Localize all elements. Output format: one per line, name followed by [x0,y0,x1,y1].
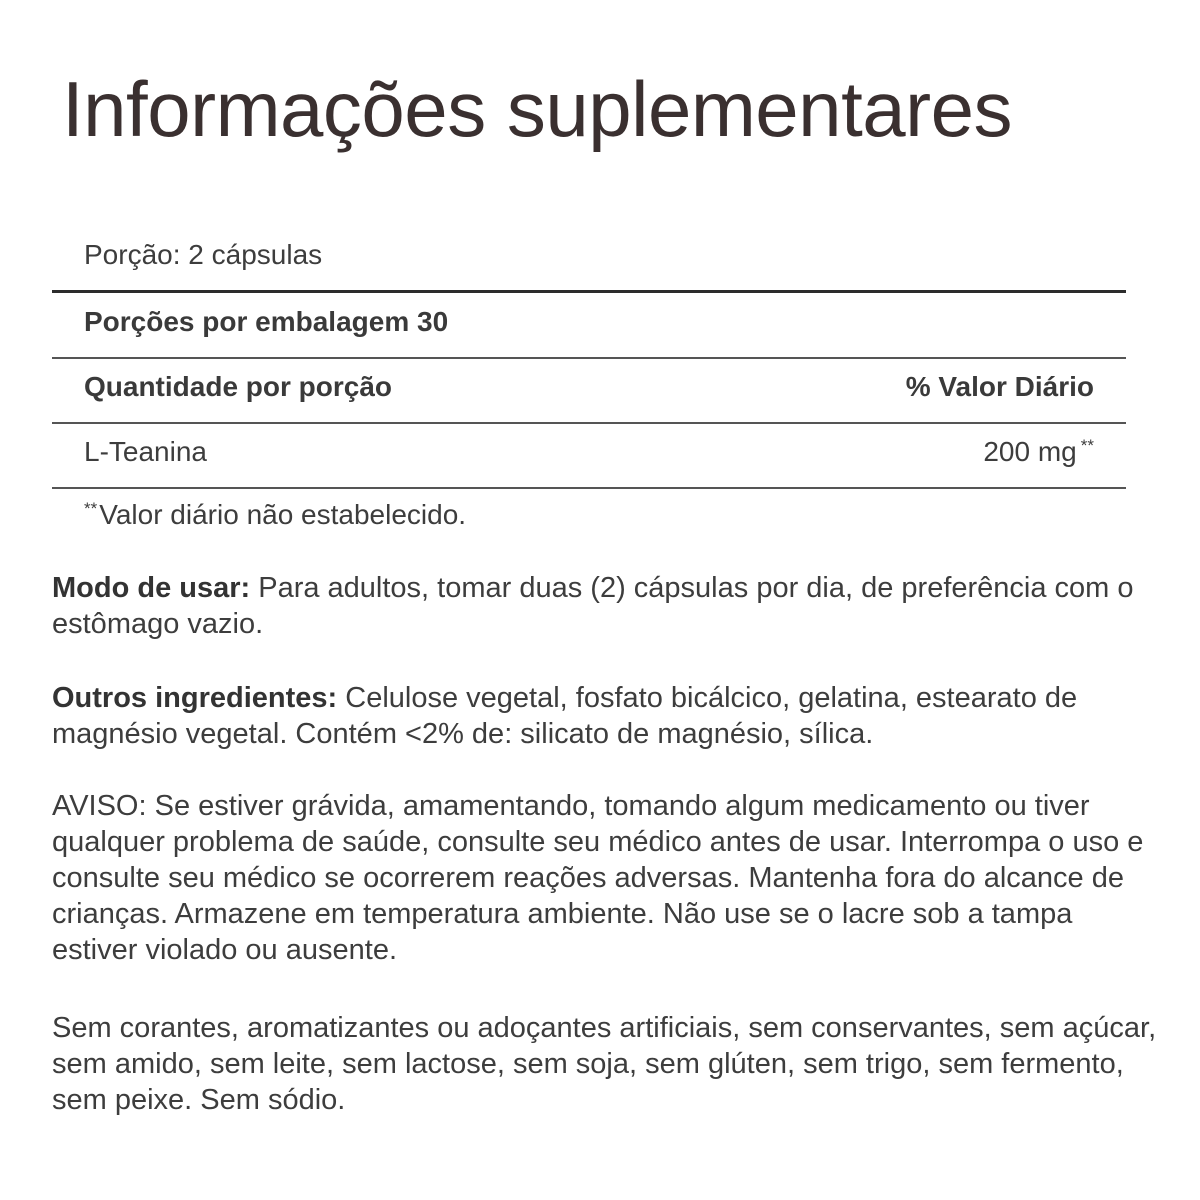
warning-paragraph: AVISO: Se estiver grávida, amamentando, tomando algum medicamento ou tiver qualquer problema de saúde, consulte seu médico antes de usar. Interrompa o uso e consulte seu médico se ocorrerem reações adversas. Mantenha fora do alcance de crianças. Armazene em temperatura ambiente. Não use se o lacre sob a tampa estiver violado ou ausente. [52,790,1144,966]
ingredients-label: Outros ingredientes: [52,682,338,714]
ingredients-text: Celulose vegetal, fosfato bicálcico, gelatina, estearato de magnésio vegetal. Contém <2% de: silicato de magnésio, sílica. [52,682,1078,750]
table-header-row [52,359,1126,424]
usage-paragraph [52,570,1162,642]
usage-label: Modo de usar: [52,572,251,604]
usage-text: Para adultos, tomar duas (2) cápsulas por dia, de preferência com o estômago vazio. [52,572,1134,640]
footnote-mark: ** [84,499,98,518]
page-title: Informações suplementares [62,65,1012,153]
supplement-facts-table [52,232,1126,541]
serving-size-text: Porção: 2 cápsulas [84,239,323,270]
header-daily-value: % Valor Diário [905,371,1094,402]
serving-size-row [52,232,1126,293]
table-row [52,424,1126,489]
nutrient-amount-cell [983,424,1094,480]
free-from-paragraph: Sem corantes, aromatizantes ou adoçantes artificiais, sem conservantes, sem açúcar, sem amido, sem leite, sem lactose, sem soja, sem glúten, sem trigo, sem fermento, sem peixe. Sem sódio. [52,1012,1157,1116]
nutrient-name: L-Teanina [84,436,207,467]
nutrient-amount: 200 mg [983,436,1077,467]
footnote-text: Valor diário não estabelecido. [99,499,467,530]
footnote [52,489,1126,541]
ingredients-paragraph [52,680,1162,752]
servings-per-package-text: Porções por embalagem 30 [84,306,449,337]
servings-per-package-row [52,293,1126,359]
nutrient-dv-mark: ** [1080,436,1094,455]
header-amount-per-serving: Quantidade por porção [84,371,393,402]
